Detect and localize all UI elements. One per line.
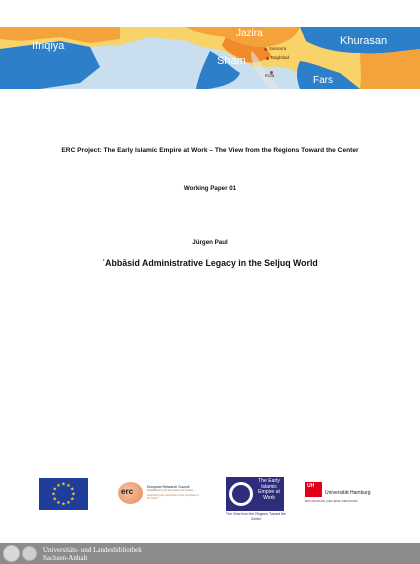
uhh-logo — [305, 482, 381, 508]
project-heading: ERC Project: The Early Islamic Empire at Work – The View from the Regions Toward the Center — [61, 147, 359, 154]
eu-stars — [39, 478, 88, 510]
svg-text:★: ★ — [51, 491, 56, 498]
svg-text:★: ★ — [71, 491, 76, 498]
uhh-mark: UH — [307, 483, 315, 489]
eiw-project-logo — [226, 477, 288, 527]
erc-mark: erc — [121, 487, 134, 496]
svg-text:★: ★ — [61, 501, 66, 508]
eiw-title: The Early Islamic Empire at Work — [258, 478, 280, 501]
svg-text:★: ★ — [69, 496, 75, 503]
erc-name: European Research Council — [147, 485, 190, 489]
svg-text:★: ★ — [56, 500, 61, 507]
paper-title: ʿAbbāsid Administrative Legacy in the Seljuq World — [102, 258, 318, 268]
svg-text:★: ★ — [52, 496, 58, 503]
eiw-caption: The View from the Regions Toward the Center — [225, 512, 287, 521]
svg-text:★: ★ — [61, 481, 66, 488]
eiw-ring-icon — [229, 482, 253, 506]
region-label-jazira: Jazira — [236, 28, 263, 39]
region-label-khurasan: Khurasan — [340, 35, 388, 47]
uhh-emblem — [305, 482, 322, 497]
svg-text:★: ★ — [56, 482, 61, 489]
seal-icon — [22, 546, 37, 561]
erc-tagline: Supporting top researchers from anywhere in the world — [147, 494, 199, 501]
erc-logo — [118, 480, 200, 506]
working-paper-number: Working Paper 01 — [183, 185, 237, 192]
author-name: Jürgen Paul — [192, 239, 228, 246]
eiw-emblem — [226, 477, 284, 511]
library-name — [43, 546, 142, 562]
region-label-sham: Sham — [217, 55, 246, 67]
region-label-ifriqiya: Ifriqiya — [32, 40, 65, 52]
svg-text:★: ★ — [52, 486, 58, 493]
region-label-fars: Fars — [313, 75, 333, 86]
svg-text:★: ★ — [66, 482, 71, 489]
city-label-samarra: Samarra — [269, 46, 287, 51]
uhh-motto: DER FORSCHUNG | DER LEHRE | DER BILDUNG — [305, 501, 358, 503]
city-label-kufa: Kufa — [265, 73, 275, 78]
map-banner — [0, 27, 420, 89]
library-name-line1: Universitäts- und Landesbibliothek — [43, 546, 142, 554]
svg-text:★: ★ — [69, 486, 75, 493]
uhh-name: Universität Hamburg — [325, 490, 371, 496]
erc-subtitle: Established by the European Commission — [147, 489, 194, 492]
eu-flag-icon — [39, 478, 88, 510]
library-name-line2: Sachsen-Anhalt — [43, 554, 88, 562]
seal-icon — [3, 545, 20, 562]
city-label-baghdad: Baghdad — [271, 55, 290, 60]
city-marker — [266, 57, 269, 60]
svg-text:★: ★ — [66, 500, 71, 507]
library-footer — [0, 543, 420, 564]
city-marker — [264, 48, 267, 51]
